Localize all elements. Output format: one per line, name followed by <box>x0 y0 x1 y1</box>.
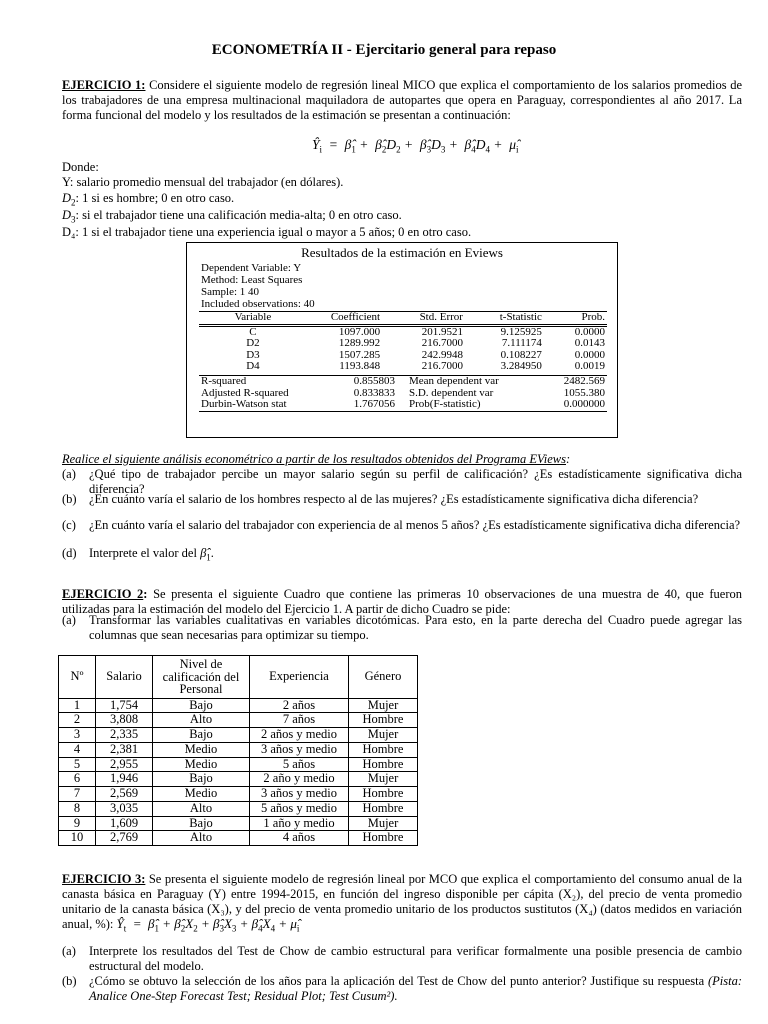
table-cell: Alto <box>153 713 250 728</box>
question-mark: (b) <box>62 974 77 988</box>
table-cell: 5 <box>59 757 96 772</box>
eviews-summary-label: Adjusted R-squared <box>201 386 289 399</box>
table-cell: Mujer <box>349 728 418 743</box>
question-text: ¿En cuánto varía el salario del trabajador con experiencia de al menos 5 años? ¿Es estadísticamente significativa dicha diferencia? <box>89 518 741 532</box>
question-text: ¿Qué tipo de trabajador percibe un mayor salario según su perfil de calificación? ¿Es estadísticamente significativa dicha diferencia? <box>89 467 742 496</box>
ej2-data-table <box>58 655 418 846</box>
eviews-results-box <box>186 242 618 438</box>
eviews-summary-table <box>199 375 607 412</box>
table-cell: Bajo <box>153 728 250 743</box>
table-row <box>59 728 418 743</box>
question-mark: (d) <box>62 546 77 560</box>
table-cell: 2 año y medio <box>250 772 349 787</box>
table-cell: 2,955 <box>96 757 153 772</box>
table-row <box>59 713 418 728</box>
table-cell: 3,035 <box>96 801 153 816</box>
ej2-label: EJERCICIO 2 <box>62 587 144 601</box>
def-d3: $D_3$: si el trabajador tiene una calificación media-alta; 0 en otro caso. <box>62 207 402 225</box>
eviews-header: Coefficient <box>307 312 382 326</box>
eviews-cell: 201.9521 <box>421 325 463 338</box>
data-table-header: Nivel de calificación del Personal <box>153 656 250 699</box>
eviews-cell: 216.7000 <box>421 337 463 350</box>
table-cell: Bajo <box>153 816 250 831</box>
eviews-cell: 0.0019 <box>574 360 605 373</box>
table-cell: 8 <box>59 801 96 816</box>
eviews-cell: D3 <box>246 348 260 361</box>
eviews-summary-value: 1055.380 <box>563 386 605 399</box>
table-row <box>59 787 418 802</box>
table-cell: 6 <box>59 772 96 787</box>
table-cell: 3 años y medio <box>250 742 349 757</box>
question-mark: (a) <box>62 944 76 958</box>
table-cell: 2 años y medio <box>250 728 349 743</box>
table-cell: Hombre <box>349 831 418 846</box>
table-cell: Bajo <box>153 772 250 787</box>
eviews-summary-value: 1.767056 <box>353 398 395 411</box>
table-cell: 2,381 <box>96 742 153 757</box>
table-cell: 1 año y medio <box>250 816 349 831</box>
eviews-cell: D2 <box>246 337 260 350</box>
table-cell: 9 <box>59 816 96 831</box>
ej1-question-b <box>62 492 742 507</box>
data-table-header: Género <box>349 656 418 699</box>
table-cell: 7 años <box>250 713 349 728</box>
eviews-cell: 1507.285 <box>338 348 381 361</box>
table-cell: 4 años <box>250 831 349 846</box>
eviews-meta-line: Included observations: 40 <box>201 297 315 310</box>
eviews-cell: 0.0000 <box>574 325 605 338</box>
eviews-meta-line: Dependent Variable: Y <box>201 262 302 274</box>
data-table-header: Salario <box>96 656 153 699</box>
ej1-definitions <box>62 160 742 241</box>
table-row <box>59 772 418 787</box>
def-d4: D₄: 1 si el trabajador tiene una experiencia igual o mayor a 5 años; 0 en otro caso. <box>62 225 472 240</box>
question-mark: (a) <box>62 613 76 627</box>
table-cell: 3 años y medio <box>250 787 349 802</box>
table-cell: 1,946 <box>96 772 153 787</box>
eviews-summary-label: Prob(F-statistic) <box>409 398 481 411</box>
eviews-row <box>199 350 607 362</box>
table-cell: 3 <box>59 728 96 743</box>
question-mark: (a) <box>62 467 76 481</box>
table-cell: Medio <box>153 757 250 772</box>
eviews-summary-label: Mean dependent var <box>397 376 561 388</box>
table-cell: Mujer <box>349 772 418 787</box>
table-cell: 1,609 <box>96 816 153 831</box>
ej1-intro-text: Considere el siguiente modelo de regresión lineal MICO que explica el comportamiento de los salarios promedios de los trabajadores de una empresa multinacional maquiladora de autopartes que opera en Paraguay, correspondientes al año 2017. La forma funcional del modelo y los resultados de la estimación se presentan a continuación: <box>62 78 743 122</box>
ej1-question-c <box>62 518 742 533</box>
eviews-meta <box>201 263 315 311</box>
eviews-cell: C <box>249 325 257 338</box>
table-cell: Hombre <box>349 787 418 802</box>
beta1-symbol: $\betâ_1$ <box>200 546 211 563</box>
question-mark: (c) <box>62 518 76 532</box>
table-row <box>59 742 418 757</box>
ej3-model-equation: $Ŷ_t$ = $\betâ_1$ + $\betâ_2X_2$ + $\betâ_3X_3$ + $\betâ_4X_4$ + $\mû_i$ <box>116 916 300 934</box>
question-text <box>89 974 742 1004</box>
eviews-summary-row <box>199 399 607 411</box>
ej3-label: EJERCICIO 3: <box>62 872 146 886</box>
eviews-cell: 242.9948 <box>421 348 463 361</box>
ej3-question-a <box>62 944 742 974</box>
eviews-summary-label: S.D. dependent var <box>409 386 494 399</box>
eviews-cell: 7.111174 <box>501 337 542 350</box>
ej2-item-a <box>62 613 742 643</box>
table-row <box>59 831 418 846</box>
def-y: Y: salario promedio mensual del trabajador (en dólares). <box>62 175 344 190</box>
table-cell: Alto <box>153 831 250 846</box>
ej3-intro <box>62 872 742 934</box>
table-cell: 5 años y medio <box>250 801 349 816</box>
eviews-cell: 3.284950 <box>500 360 542 373</box>
table-cell: Hombre <box>349 713 418 728</box>
table-cell: 1,754 <box>96 698 153 713</box>
ej1-instruction-text: Realice el siguiente análisis econométrico a partir de los resultados obtenidos del Programa EViews <box>62 452 566 466</box>
eviews-row <box>199 325 607 338</box>
table-cell: 2,335 <box>96 728 153 743</box>
data-table-header: Experiencia <box>250 656 349 699</box>
eviews-header: Prob. <box>544 312 607 326</box>
question-text: Interprete el valor del $\betâ_1$. <box>89 546 214 563</box>
eviews-cell: 0.0000 <box>574 348 605 361</box>
eviews-row <box>199 361 607 373</box>
table-cell: 2 <box>59 713 96 728</box>
question-hint: (Pista: Analice One-Step Forecast Test; Residual Plot; Test Cusum²). <box>89 974 742 1003</box>
ej3-question-b <box>62 974 742 1004</box>
table-cell: Mujer <box>349 698 418 713</box>
table-cell: 1 <box>59 698 96 713</box>
table-cell: 3,808 <box>96 713 153 728</box>
table-cell: Alto <box>153 801 250 816</box>
question-text: Interprete los resultados del Test de Chow de cambio estructural para verificar formalmente una posible presencia de cambio estructural del modelo. <box>89 944 742 973</box>
eviews-summary-row <box>199 376 607 388</box>
data-table-header: Nº <box>59 656 96 699</box>
eviews-cell: 9.125925 <box>500 325 542 338</box>
table-cell: 2,769 <box>96 831 153 846</box>
eviews-cell: 1193.848 <box>339 360 381 373</box>
ej3-intro-text: Se presenta el siguiente modelo de regresión lineal por MCO que explica el comportamiento del consumo anual de la canasta básica en Paraguay (Y) entre 1994-2015, en función del ingreso disponible per cápita (X₂), del precio de venta promedio unitario de la canasta básica (X₃), y del precio de venta promedio unitario de los productos sustitutos (X₄) (datos medidos en variación anual, %): <box>62 872 742 932</box>
ej1-intro <box>62 78 742 122</box>
table-cell: 10 <box>59 831 96 846</box>
eviews-cell: 1289.992 <box>338 337 381 350</box>
table-cell: 7 <box>59 787 96 802</box>
ej1-instruction: Realice el siguiente análisis econométrico a partir de los resultados obtenidos del Programa EViews: <box>62 452 571 466</box>
table-row <box>59 816 418 831</box>
table-cell: Hombre <box>349 757 418 772</box>
eviews-summary-value: 0.833833 <box>353 386 395 399</box>
eviews-title: Resultados de la estimación en Eviews <box>301 245 503 260</box>
table-cell: Hombre <box>349 801 418 816</box>
question-text-main: Interprete el valor del <box>89 546 197 560</box>
ej2-intro-text: Se presenta el siguiente Cuadro que contiene las primeras 10 observaciones de una muestra de 40, que fueron utilizadas para la estimación del modelo del Ejercicio 1. A partir de dicho Cuadro se pide: <box>62 587 742 616</box>
table-cell: Mujer <box>349 816 418 831</box>
eviews-cell: 0.0143 <box>574 337 605 350</box>
eviews-summary-value: 0.000000 <box>563 398 605 411</box>
data-table-header-row <box>59 656 418 699</box>
table-cell: Medio <box>153 787 250 802</box>
eviews-summary-label: R-squared <box>199 376 343 388</box>
table-row <box>59 698 418 713</box>
eviews-row <box>199 338 607 350</box>
question-text: Transformar las variables cualitativas en variables dicotómicas. Para esto, en la parte derecha del Cuadro puede agregar las columnas que sean necesarias para optimizar su tiempo. <box>89 613 742 642</box>
eviews-cell: D4 <box>246 360 260 373</box>
eviews-header-row <box>199 312 607 326</box>
question-text: ¿En cuánto varía el salario de los hombres respecto al de las mujeres? ¿Es estadísticamente significativa dicha diferencia? <box>89 492 699 506</box>
ej1-label: EJERCICIO 1: <box>62 78 146 92</box>
ej1-question-d <box>62 546 742 563</box>
eviews-header: t-Statistic <box>465 312 544 326</box>
eviews-meta-line: Method: Least Squares <box>201 273 303 286</box>
table-cell: 2 años <box>250 698 349 713</box>
table-cell: 5 años <box>250 757 349 772</box>
question-mark: (b) <box>62 492 77 506</box>
eviews-summary-value: 2482.569 <box>561 376 607 388</box>
question-text-main: ¿Cómo se obtuvo la selección de los años para la aplicación del Test de Chow del punto anterior? Justifique su respuesta <box>89 974 705 988</box>
table-cell: 2,569 <box>96 787 153 802</box>
def-d2: $D_2$: 1 si es hombre; 0 en otro caso. <box>62 190 235 207</box>
eviews-meta-line: Sample: 1 40 <box>201 285 260 298</box>
ej1-model-equation: $Ŷ_i$ = $\betâ_1$ + $\betâ_2D_2$ + $\betâ_3D_3$ + $\betâ_4D_4$ + $\mû_i$ <box>312 137 519 155</box>
eviews-cell: 1097.000 <box>338 325 381 338</box>
eviews-cell: 0.108227 <box>500 348 542 361</box>
eviews-coefficient-table <box>199 311 607 373</box>
eviews-cell: 216.7000 <box>421 360 463 373</box>
table-row <box>59 757 418 772</box>
page-title: ECONOMETRÍA II - Ejercitario general para repaso <box>211 42 557 58</box>
def-d2-text: : 1 si es hombre; 0 en otro caso. <box>75 190 235 205</box>
ej2-intro: EJERCICIO 2: Se presenta el siguiente Cuadro que contiene las primeras 10 observaciones de una muestra de 40, que fueron utilizadas para la estimación del modelo del Ejercicio 1. A partir de dicho Cuadro se pide: <box>62 587 742 616</box>
eviews-summary-value: 0.855803 <box>343 376 397 388</box>
table-row <box>59 801 418 816</box>
def-d3-text: : si el trabajador tiene una calificación media-alta; 0 en otro caso. <box>75 207 402 222</box>
donde-label: Donde: <box>62 160 99 174</box>
table-cell: Medio <box>153 742 250 757</box>
eviews-header: Std. Error <box>382 312 465 326</box>
table-cell: Hombre <box>349 742 418 757</box>
eviews-header: Variable <box>199 312 307 326</box>
eviews-summary-label: Durbin-Watson stat <box>201 398 287 411</box>
table-cell: 4 <box>59 742 96 757</box>
table-cell: Bajo <box>153 698 250 713</box>
